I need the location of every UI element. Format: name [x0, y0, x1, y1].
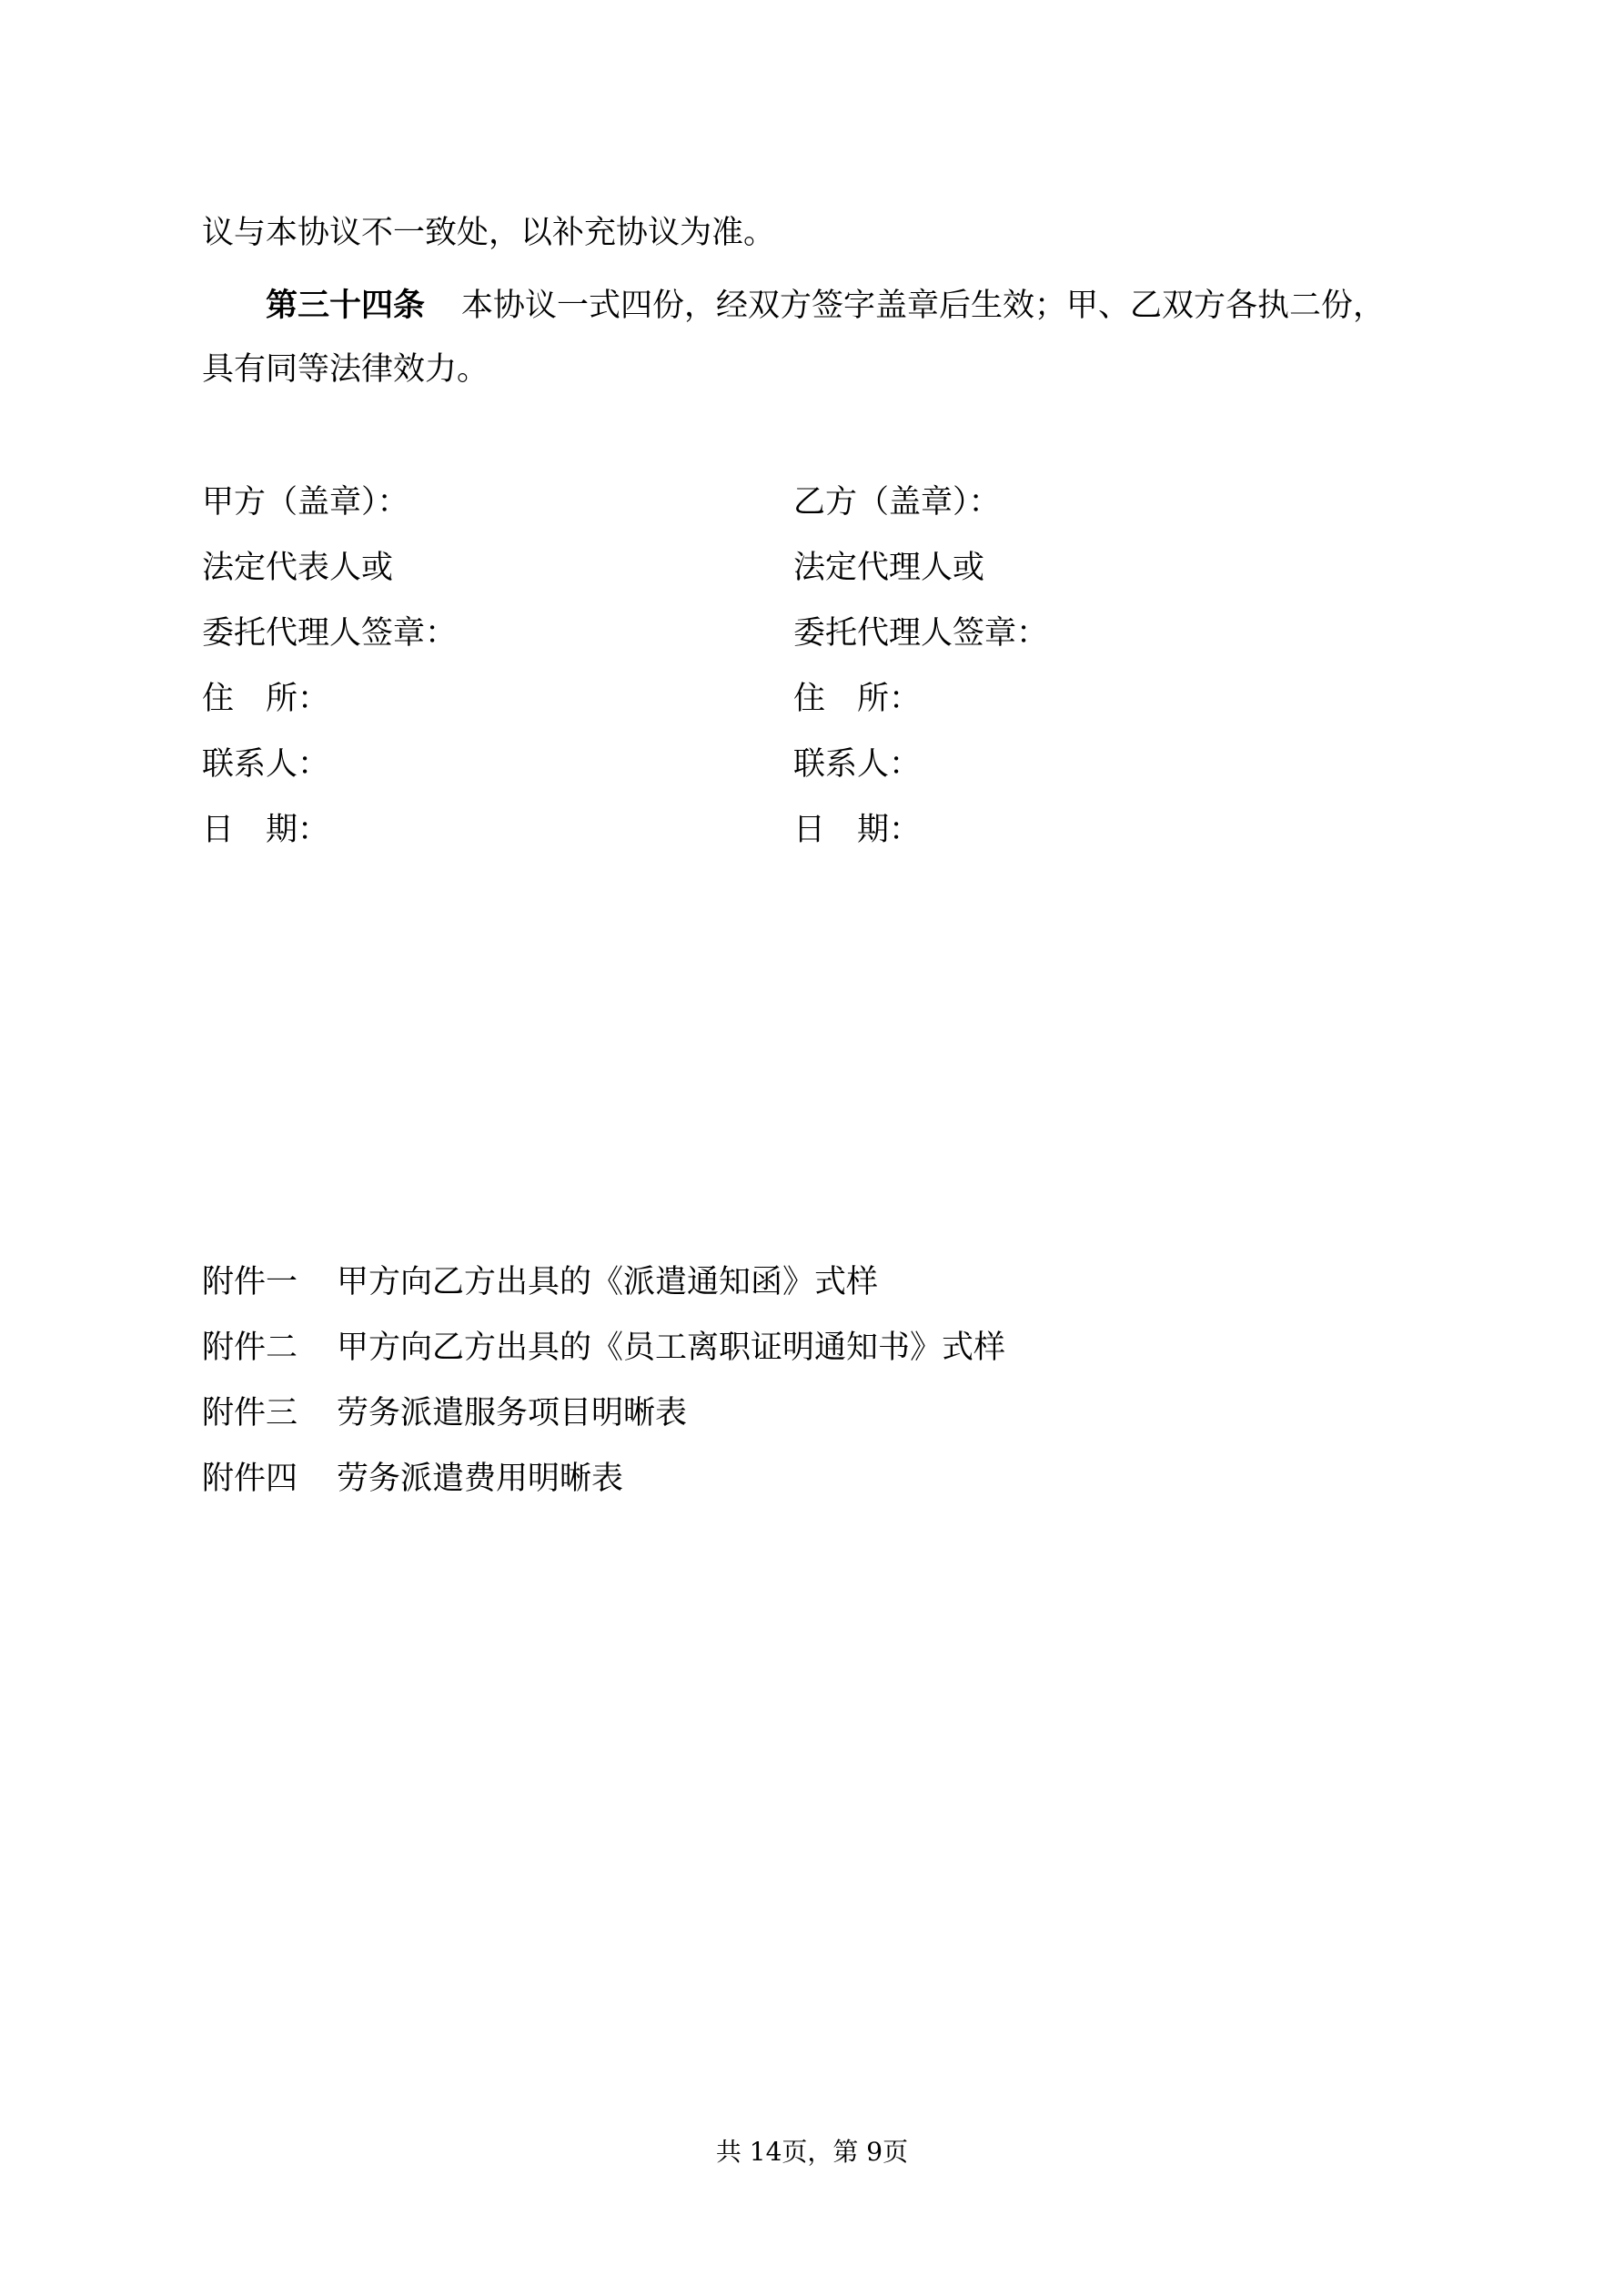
body-line-continuation: 议与本协议不一致处，以补充协议为准。 [202, 215, 776, 251]
party-b-seal: 乙方（盖章）： [793, 484, 1001, 521]
party-b-address: 住 所： [793, 681, 922, 717]
party-a-address: 住 所： [202, 681, 330, 717]
party-b-rep-line1: 法定代理人或 [793, 550, 985, 586]
party-b-signature-block [793, 480, 1339, 874]
party-a-seal: 甲方（盖章）： [202, 484, 409, 521]
attachment-item [202, 1391, 1005, 1435]
attachment-item [202, 1326, 1005, 1370]
party-b-date: 日 期： [793, 812, 922, 848]
attachment-label: 附件二 [202, 1330, 298, 1366]
party-a-contact: 联系人： [202, 746, 330, 783]
attachment-item [202, 1457, 1005, 1501]
attachment-label: 附件四 [202, 1461, 298, 1497]
attachment-title: 甲方向乙方出具的《派遣通知函》式样 [337, 1264, 879, 1300]
attachment-title: 劳务派遣费用明晰表 [337, 1461, 624, 1497]
party-a-signature-block [202, 480, 748, 874]
party-a-date: 日 期： [202, 812, 330, 848]
attachments-list [202, 1260, 1005, 1522]
attachment-title: 劳务派遣服务项目明晰表 [337, 1395, 688, 1431]
page-footer: 共 14页，第 9页 [715, 2137, 909, 2167]
article-34-continuation: 具有同等法律效力。 [202, 351, 489, 388]
article-34 [266, 284, 1385, 328]
attachment-title: 甲方向乙方出具的《员工离职证明通知书》式样 [337, 1330, 1006, 1366]
article-34-text: 本协议一式四份，经双方签字盖章后生效；甲、乙双方各执二份， [461, 288, 1386, 324]
party-b-contact: 联系人： [793, 746, 922, 783]
attachment-label: 附件三 [202, 1395, 298, 1431]
party-a-rep-line1: 法定代表人或 [202, 550, 394, 586]
article-34-label: 第三十四条 [266, 287, 426, 324]
attachment-item [202, 1260, 1005, 1304]
party-b-rep-line2: 委托代理人签章： [793, 615, 1049, 652]
party-a-rep-line2: 委托代理人签章： [202, 615, 458, 652]
attachment-label: 附件一 [202, 1264, 298, 1300]
